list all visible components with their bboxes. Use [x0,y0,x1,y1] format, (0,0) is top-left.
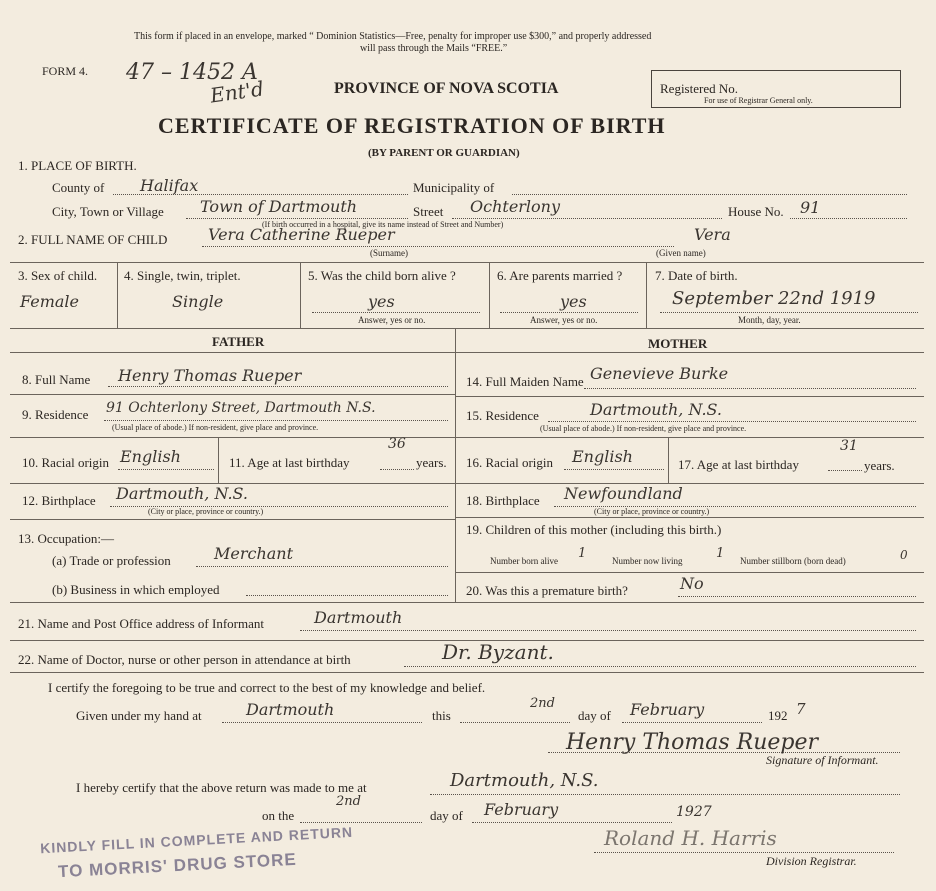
father-birthplace-value: Dartmouth, N.S. [116,484,248,503]
stamp-line-2: TO MORRIS' DRUG STORE [57,849,298,882]
child-surname-value: Vera Catherine Rueper [208,225,395,244]
house-value: 91 [800,198,821,217]
mother-birthplace-label: 18. Birthplace [466,493,540,508]
registrar-signature-label: Division Registrar. [766,854,857,868]
parents-married-label: 6. Are parents married ? [497,268,623,283]
premature-label: 20. Was this a premature birth? [466,583,628,598]
page-subtitle: (BY PARENT OR GUARDIAN) [368,147,520,159]
page-title: CERTIFICATE OF REGISTRATION OF BIRTH [158,113,666,138]
mother-racial-value: English [572,447,633,466]
doctor-label: 22. Name of Doctor, nurse or other person in attendance at birth [18,652,351,667]
father-racial-label: 10. Racial origin [22,455,110,470]
province-heading: PROVINCE OF NOVA SCOTIA [334,80,559,97]
registrar-place-value: Dartmouth, N.S. [450,770,599,791]
father-residence-value: 91 Ochterlony Street, Dartmouth N.S. [106,400,376,416]
occupation-label: 13. Occupation:— [18,531,115,546]
born-alive-value: yes [368,292,395,311]
informant-label: 21. Name and Post Office address of Informant [18,616,264,631]
registrar-statement: I hereby certify that the above return was made to me at [76,780,367,795]
trade-value: Merchant [214,544,294,563]
given-day-of-label: day of [578,708,611,723]
mother-residence-value: Dartmouth, N.S. [590,400,722,419]
father-racial-value: English [120,447,181,466]
stillborn-count-label: Number stillborn (born dead) [740,556,846,566]
father-residence-label: 9. Residence [22,407,89,422]
mother-heading: MOTHER [648,336,708,351]
father-age-label: 11. Age at last birthday [229,455,350,470]
street-label: Street [413,204,444,219]
certify-statement: I certify the foregoing to be true and correct to the best of my knowledge and belief. [48,680,486,695]
county-label: County of [52,180,105,195]
registrar-year-value: 1927 [676,804,712,820]
given-day-value: 2nd [530,696,555,711]
street-value: Ochterlony [470,197,561,216]
business-label: (b) Business in which employed [52,582,220,597]
father-name-value: Henry Thomas Rueper [118,366,302,385]
registrar-use-note: For use of Registrar General only. [704,96,813,105]
given-month-value: February [630,700,705,719]
parents-married-value: yes [560,292,587,311]
father-name-label: 8. Full Name [22,372,91,387]
mother-birthplace-note: (City or place, province or country.) [594,507,710,516]
child-name-label: 2. FULL NAME OF CHILD [18,232,168,247]
father-residence-note: (Usual place of abode.) If non-resident, give place and province. [112,423,319,432]
living-count-value: 1 [716,546,725,561]
sex-value: Female [20,292,79,311]
trade-label: (a) Trade or profession [52,553,171,568]
mother-residence-label: 15. Residence [466,408,539,423]
registrar-month-value: February [484,800,559,819]
father-age-value: 36 [388,436,406,452]
county-value: Halifax [140,176,199,195]
stillborn-count-value: 0 [900,548,908,562]
entered-mark: Ent'd [208,76,266,108]
father-birthplace-note: (City or place, province or country.) [148,507,264,516]
registrar-day-value: 2nd [336,794,361,809]
single-twin-value: Single [172,292,224,311]
city-note: (If birth occurred in a hospital, give its name instead of Street and Number) [262,220,504,229]
premature-value: No [680,574,704,593]
father-birthplace-label: 12. Birthplace [22,493,96,508]
born-alive-count-label: Number born alive [490,556,558,566]
file-number: 47 – 1452 A [126,60,258,85]
given-place-value: Dartmouth [246,700,335,719]
registrar-signature: Roland H. Harris [604,826,777,850]
informant-signature: Henry Thomas Rueper [566,730,819,755]
father-age-unit: years. [416,455,447,470]
mail-notice-free: will pass through the Mails “FREE.” [360,43,508,54]
dob-label: 7. Date of birth. [655,268,738,283]
mother-age-unit: years. [864,458,895,473]
stamp-line-1: KINDLY FILL IN COMPLETE AND RETURN [39,823,354,857]
parents-married-note: Answer, yes or no. [530,315,598,325]
mother-racial-label: 16. Racial origin [466,455,554,470]
born-alive-note: Answer, yes or no. [358,315,426,325]
registered-label: Registered No. [660,81,738,96]
city-value: Town of Dartmouth [200,197,358,216]
this-label: this [432,708,451,723]
mail-notice: This form if placed in an envelope, marked “ Dominion Statistics—Free, penalty for improper use $300,” and properly addressed [134,31,652,42]
city-label: City, Town or Village [52,204,164,219]
father-heading: FATHER [212,334,265,349]
registrar-day-of-label: day of [430,808,463,823]
living-count-label: Number now living [612,556,683,566]
given-name-note: (Given name) [656,248,706,258]
place-of-birth-label: 1. PLACE OF BIRTH. [18,158,137,173]
doctor-value: Dr. Byzant. [442,640,554,664]
given-year-value: 7 [796,700,806,718]
child-given-value: Vera [694,225,731,244]
informant-signature-label: Signature of Informant. [766,753,879,767]
mother-residence-note: (Usual place of abode.) If non-resident, give place and province. [540,424,747,433]
dob-note: Month, day, year. [738,315,801,325]
single-twin-label: 4. Single, twin, triplet. [124,268,241,283]
mother-age-value: 31 [840,438,858,454]
given-under-label: Given under my hand at [76,708,202,723]
mother-name-value: Genevieve Burke [590,364,729,383]
born-alive-label: 5. Was the child born alive ? [308,268,456,283]
mother-name-label: 14. Full Maiden Name [466,374,584,389]
registered-number-box [651,70,901,108]
given-year-prefix: 192 [768,708,788,723]
mother-age-label: 17. Age at last birthday [678,457,799,472]
registrar-on-label: on the [262,808,295,823]
dob-value: September 22nd 1919 [672,288,876,309]
informant-value: Dartmouth [314,608,403,627]
municipality-label: Municipality of [413,180,495,195]
mother-birthplace-value: Newfoundland [564,484,683,503]
sex-label: 3. Sex of child. [18,268,98,283]
children-label: 19. Children of this mother (including this birth.) [466,522,722,537]
surname-note: (Surname) [370,248,408,258]
form-number: FORM 4. [42,64,89,78]
house-label: House No. [728,204,784,219]
born-alive-count-value: 1 [578,546,587,561]
